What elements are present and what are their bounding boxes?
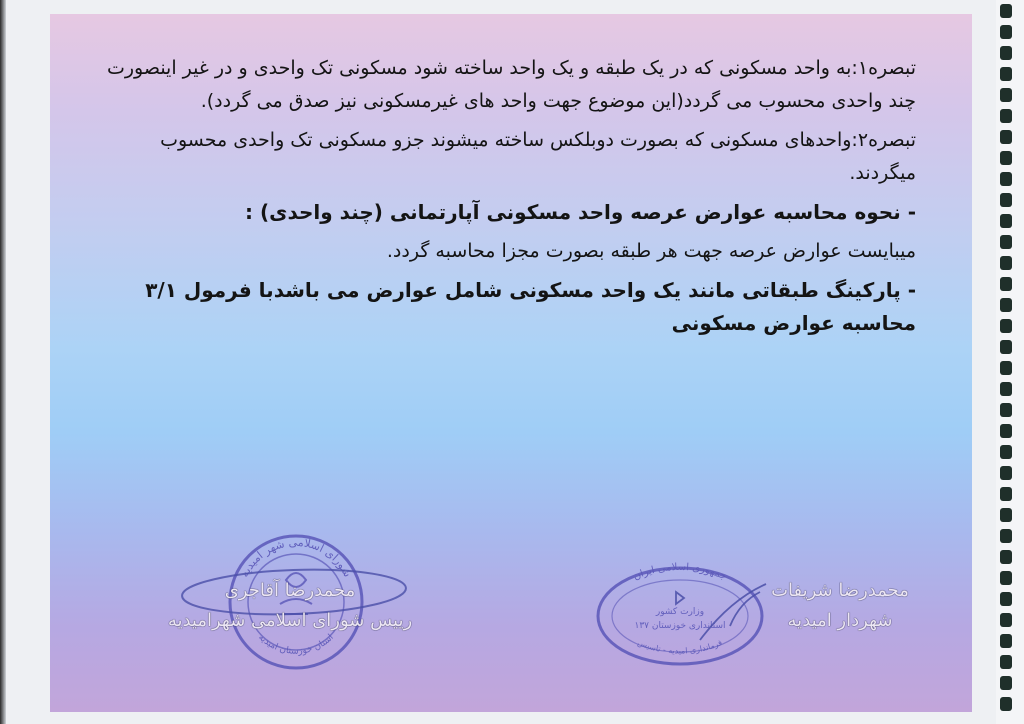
scan-edge — [0, 0, 6, 724]
perforation-hole — [1000, 382, 1012, 396]
perforation-hole — [1000, 361, 1012, 375]
perforation-hole — [1000, 46, 1012, 60]
governorate-seal-top-text: جمهوری اسلامی ایران — [631, 561, 729, 583]
note-2-paragraph: تبصره۲:واحدهای مسکونی که بصورت دوبلکس ساخته میشوند جزو مسکونی تک واحدی محسوب میگردند. — [160, 129, 916, 184]
perforation-hole — [1000, 550, 1012, 564]
perforation-hole — [1000, 613, 1012, 627]
perforation-hole — [1000, 25, 1012, 39]
perforation-hole — [1000, 508, 1012, 522]
council-chair-title: رییس شورای اسلامی شهرامیدیه — [167, 610, 413, 631]
svg-text:استان خوزستان امیدیه — [256, 633, 336, 657]
perforation-hole — [1000, 697, 1012, 711]
perforation-hole — [1000, 445, 1012, 459]
perforation-hole — [1000, 193, 1012, 207]
perforation-hole — [1000, 109, 1012, 123]
perforation-hole — [1000, 592, 1012, 606]
perforation-hole — [1000, 4, 1012, 18]
council-chair-name: محمدرضا آقاجری — [224, 580, 356, 601]
council-seal-bottom-text: استان خوزستان امیدیه — [256, 632, 336, 657]
perforation-hole — [1000, 172, 1012, 186]
perforation-hole — [1000, 214, 1012, 228]
governorate-seal-line-2: استانداری خوزستان ۱۳۷ — [634, 621, 726, 631]
perforation-hole — [1000, 676, 1012, 690]
perforation-hole — [1000, 403, 1012, 417]
mayor-title: شهردار امیدیه — [787, 610, 893, 631]
perforation-hole — [1000, 298, 1012, 312]
apartment-fee-paragraph: میبایست عوارض عرصه جهت هر طبقه بصورت مجزا محاسبه گردد. — [386, 240, 916, 262]
perforation-hole — [1000, 130, 1012, 144]
perforation-hole — [1000, 571, 1012, 585]
perforation-hole — [1000, 466, 1012, 480]
perforation-hole — [1000, 424, 1012, 438]
perforation-hole — [1000, 655, 1012, 669]
council-seal-top-text: شورای اسلامی شهر امیدیه — [237, 535, 355, 580]
governorate-seal-line-1: وزارت کشور — [655, 607, 705, 617]
perforation-hole — [1000, 634, 1012, 648]
svg-text:فرمانداری امیدیه - تاسیس — [636, 638, 723, 656]
document-body — [90, 52, 916, 346]
governorate-seal-bottom-text: فرمانداری امیدیه - تاسیس — [636, 637, 724, 656]
perforation-hole — [1000, 151, 1012, 165]
perforation-hole — [1000, 67, 1012, 81]
note-1-paragraph: تبصره۱:به واحد مسکونی که در یک طبقه و یک واحد ساخته شود مسکونی تک واحدی و در غیر اینصورت چند واحدی محسوب می گردد(این موضوع جهت واحد های غیرمسکونی نیز صدق می گردد). — [106, 57, 916, 112]
perforation-hole — [1000, 88, 1012, 102]
perforation-hole — [1000, 277, 1012, 291]
perforation-hole — [1000, 319, 1012, 333]
mayor-name: محمدرضا شریفات — [771, 580, 909, 601]
mayor-signature-block — [720, 576, 960, 636]
perforation-hole — [1000, 235, 1012, 249]
binding-perforation — [996, 0, 1024, 724]
perforation-hole — [1000, 256, 1012, 270]
section-heading-apartment-fee: - نحوه محاسبه عوارض عرصه واحد مسکونی آپارتمانی (چند واحدی) : — [245, 200, 916, 224]
perforation-hole — [1000, 487, 1012, 501]
perforation-hole — [1000, 529, 1012, 543]
parking-fee-paragraph: - پارکینگ طبقاتی مانند یک واحد مسکونی شامل عوارض می باشدبا فرمول ۳/۱ محاسبه عوارض مسکونی — [145, 278, 916, 335]
council-chair-signature-block — [120, 576, 460, 636]
perforation-hole — [1000, 340, 1012, 354]
